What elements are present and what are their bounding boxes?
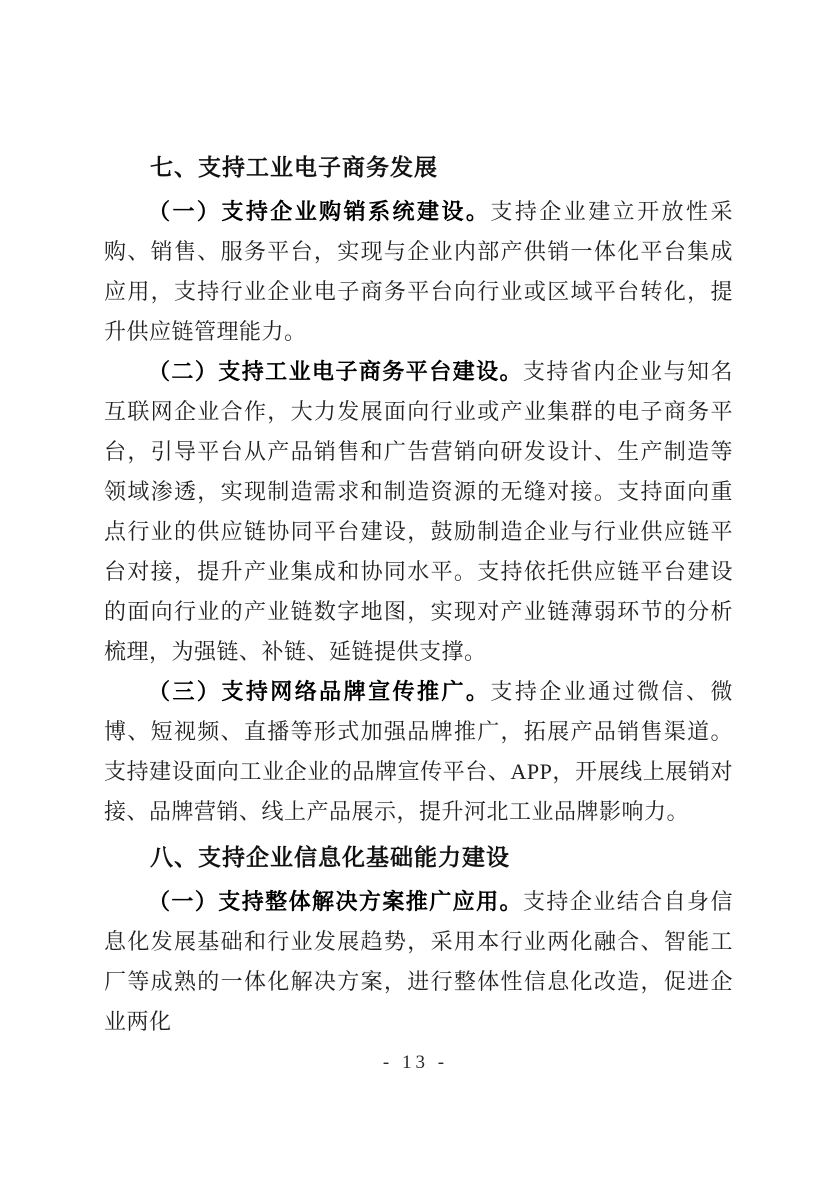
paragraph-lead: （二）支持工业电子商务平台建设。: [148, 359, 523, 384]
paragraph-lead: （三）支持网络品牌宣传推广。: [148, 679, 491, 704]
page-number: - 13 -: [382, 1052, 449, 1073]
paragraph-text: 支持企业建立开放性采购、销售、服务平台，实现与企业内部产供销一体化平台集成应用，支持行业企业电子商务平台向行业或区域平台转化，提升供应链管理能力。: [104, 199, 733, 344]
section-heading-8: 八、支持企业信息化基础能力建设: [150, 844, 510, 870]
page-body: [104, 147, 733, 1042]
paragraph-text: 支持企业通过微信、微博、短视频、直播等形式加强品牌推广，拓展产品销售渠道。支持建设面向工业企业的品牌宣传平台、APP，开展线上展销对接、品牌营销、线上产品展示，提升河北工业品牌影响力。: [104, 679, 733, 824]
paragraph-lead: （一）支持企业购销系统建设。: [148, 199, 491, 224]
paragraph-text: 支持省内企业与知名互联网企业合作，大力发展面向行业或产业集群的电子商务平台，引导平台从产品销售和广告营销向研发设计、生产制造等领域渗透，实现制造需求和制造资源的无缝对接。支持面向重点行业的供应链协同平台建设，鼓励制造企业与行业供应链平台对接，提升产业集成和协同水平。支持依托供应链平台建设的面向行业的产业链数字地图，实现对产业链薄弱环节的分析梳理，为强链、补链、延链提供支撑。: [104, 359, 733, 664]
paragraph-text: 支持企业结合自身信息化发展基础和行业发展趋势，采用本行业两化融合、智能工厂等成熟的一体化解决方案，进行整体性信息化改造，促进企业两化: [104, 889, 733, 1034]
paragraph-lead: （一）支持整体解决方案推广应用。: [148, 889, 523, 914]
paragraph-7-1: [104, 192, 733, 352]
paragraph-8-1: [104, 882, 733, 1042]
paragraph-7-3: [104, 672, 733, 832]
section-heading-7: 七、支持工业电子商务发展: [150, 154, 438, 180]
page-footer: [0, 1052, 831, 1074]
paragraph-7-2: [104, 352, 733, 672]
